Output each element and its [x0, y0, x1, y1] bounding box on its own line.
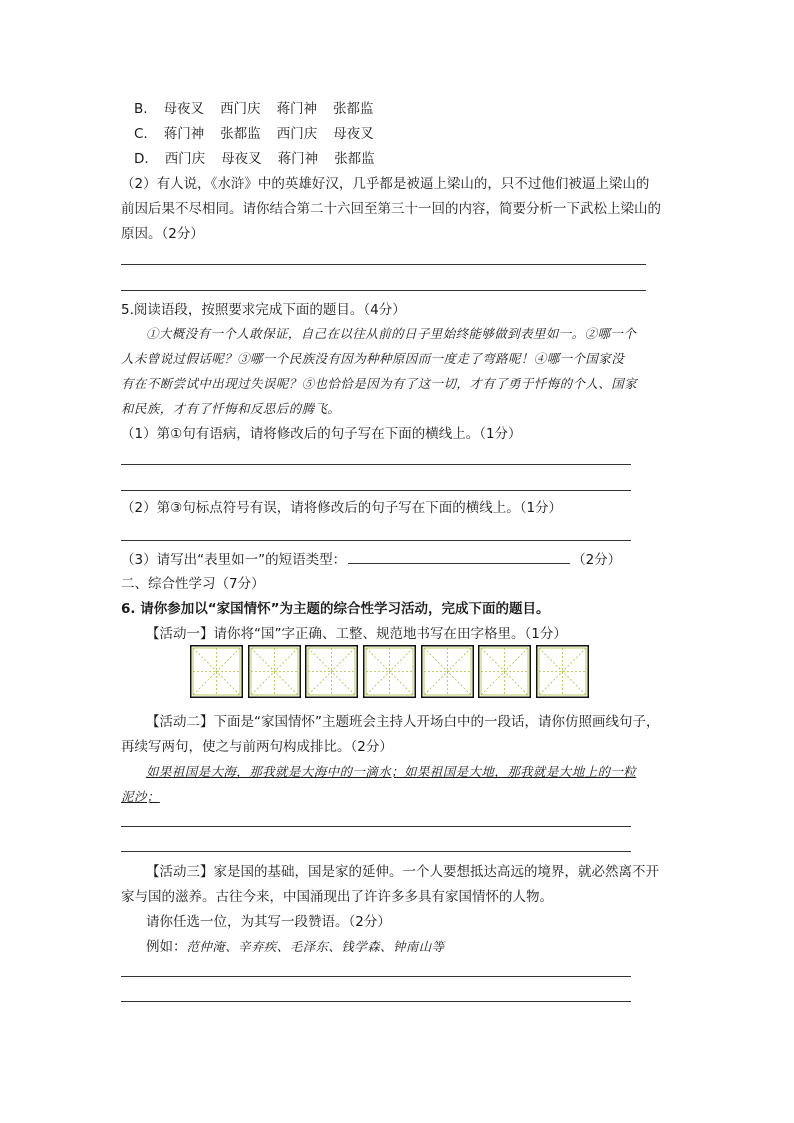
- tianzige-cell[interactable]: [536, 645, 589, 698]
- option-item: 西门庆: [276, 126, 318, 142]
- q5-title: 5.阅读语段，按照要求完成下面的题目。（4分）: [121, 302, 406, 318]
- tianzige-cell[interactable]: [190, 645, 243, 698]
- q4-sub2-line: （2）有人说，《水浒》中的英雄好汉，几乎都是被逼上梁山的，只不过他们被逼上梁山的: [121, 176, 650, 192]
- tianzige-cell[interactable]: [478, 645, 531, 698]
- answer-line[interactable]: [121, 540, 631, 541]
- option-d: [134, 149, 391, 169]
- answer-line[interactable]: [121, 290, 646, 291]
- option-c: [134, 124, 390, 144]
- option-item: 西门庆: [220, 101, 261, 117]
- answer-line[interactable]: [121, 464, 631, 465]
- answer-blank[interactable]: [348, 549, 570, 564]
- option-label: B.: [134, 101, 148, 117]
- option-item: 母夜叉: [163, 101, 205, 117]
- q6-title: 6. 请你参加以“家国情怀”为主题的综合性学习活动，完成下面的题目。: [121, 601, 550, 617]
- q5-passage-line: ①大概没有一个人敢保证，自己在以往从前的日子里始终能够做到表里如一。②哪一个: [146, 326, 637, 341]
- option-item: 张都监: [334, 151, 375, 167]
- option-item: 张都监: [333, 101, 374, 117]
- q5-sub2: （2）第③句标点符号有误，请将修改后的句子写在下面的横线上。（1分）: [121, 500, 563, 516]
- q5-passage-line: 人未曾说过假话呢？③哪一个民族没有因为种种原因而一度走了弯路呢！④哪一个国家没: [121, 351, 625, 366]
- answer-line[interactable]: [121, 490, 631, 491]
- q4-sub2-line: 原因。（2分）: [121, 226, 204, 242]
- q5-passage-line: 和民族，才有了忏悔和反思后的腾飞。: [121, 401, 341, 416]
- example-label: 例如：: [146, 939, 187, 955]
- q5-passage-line: 有在不断尝试中出现过失误呢？⑤也恰恰是因为有了这一切，才有了勇于忏悔的个人、国家: [121, 376, 638, 391]
- activity-3-line: 家与国的滋养。古往今来，中国涌现出了许许多多具有家国情怀的人物。: [121, 889, 553, 905]
- option-item: 母夜叉: [221, 151, 262, 167]
- answer-line[interactable]: [121, 976, 631, 977]
- section-title: 二、综合性学习（7分）: [121, 576, 265, 592]
- tianzige-grid: [190, 645, 594, 698]
- answer-line[interactable]: [121, 1001, 631, 1002]
- tianzige-cell[interactable]: [305, 645, 358, 698]
- option-b: [134, 99, 390, 119]
- option-item: 母夜叉: [333, 126, 374, 142]
- tianzige-cell[interactable]: [421, 645, 474, 698]
- activity-3-task: 请你任选一位，为其写一段赞语。（2分）: [146, 914, 391, 930]
- underlined-sentence: 泥沙；: [121, 789, 160, 804]
- option-item: 张都监: [220, 126, 261, 142]
- option-item: 西门庆: [164, 151, 206, 167]
- activity-1: 【活动一】请你将“国”字正确、工整、规范地书写在田字格里。（1分）: [146, 626, 567, 642]
- option-item: 蒋门神: [163, 126, 205, 142]
- example-names: 范仲淹、辛弃疾、毛泽东、钱学森、钟南山等: [186, 939, 445, 954]
- option-item: 蒋门神: [277, 151, 319, 167]
- option-item: 蒋门神: [276, 101, 318, 117]
- activity-3-example: [146, 937, 445, 957]
- answer-line[interactable]: [121, 826, 631, 827]
- q5-sub3-prefix: （3）请写出“表里如一”的短语类型：: [121, 552, 347, 568]
- activity-2-line: 【活动二】下面是“家国情怀”主题班会主持人开场白中的一段话，请你仿照画线句子，: [146, 714, 660, 730]
- activity-2-line: 再续写两句，使之与前两句构成排比。（2分）: [121, 739, 393, 755]
- option-label: C.: [134, 126, 148, 142]
- answer-line[interactable]: [121, 264, 646, 265]
- tianzige-cell[interactable]: [248, 645, 301, 698]
- q4-sub2-line: 前因后果不尽相同。请你结合第二十六回至第三十一回的内容，简要分析一下武松上梁山的: [121, 201, 661, 217]
- option-label: D.: [134, 151, 149, 167]
- answer-line[interactable]: [121, 851, 631, 852]
- underlined-sentence: 如果祖国是大海，那我就是大海中的一滴水；如果祖国是大地，那我就是大地上的一粒: [146, 764, 637, 779]
- tianzige-cell[interactable]: [363, 645, 416, 698]
- q5-sub1: （1）第①句有语病，请将修改后的句子写在下面的横线上。（1分）: [121, 426, 522, 442]
- q5-sub3-score: （2分）: [572, 552, 622, 568]
- q5-sub3: [121, 549, 621, 570]
- activity-3-line: 【活动三】家是国的基础，国是家的延伸。一个人要想抵达高远的境界，就必然离不开: [146, 864, 659, 880]
